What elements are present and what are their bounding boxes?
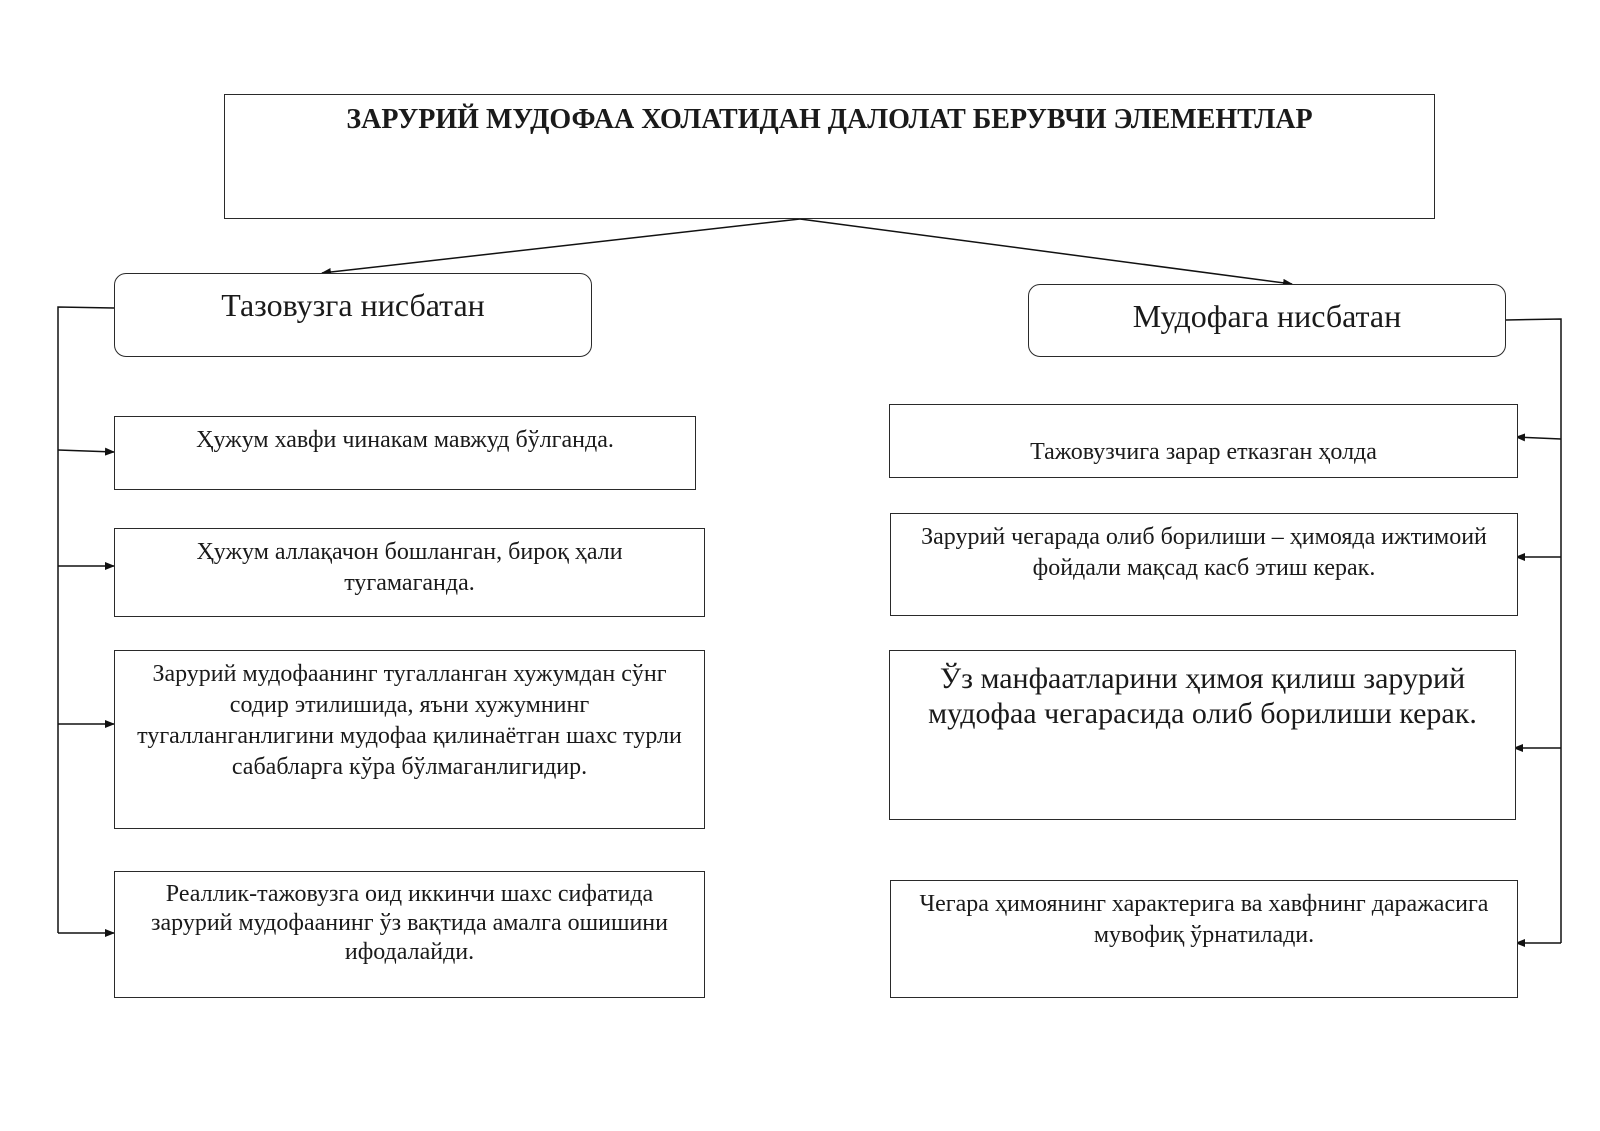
left-item-3: Зарурий мудофаанинг тугалланган хужумдан сўнг содир этилишида, яъни хужумнинг тугалланганлигини мудофаа қилинаётган шахс турли сабабларга кўра бўлмаганлигидир. [114,650,705,829]
right-item-1: Тажовузчига зарар етказган ҳолда [889,404,1518,478]
left-item-4: Реаллик-тажовузга оид иккинчи шахс сифатида зарурий мудофаанинг ўз вақтида амалга ошишини ифодалайди. [114,871,705,998]
right-item-3: Ўз манфаатларини ҳимоя қилиш зарурий мудофаа чегарасида олиб борилиши керак. [889,650,1516,820]
left-heading: Тазовузга нисбатан [114,273,592,357]
arrow-to-left-heading [322,219,800,273]
right-heading: Мудофага нисбатан [1028,284,1506,357]
arrow-to-right-heading [800,219,1292,284]
left-item-2: Ҳужум аллақачон бошланган, бироқ ҳали тугамаганда. [114,528,705,617]
right-item-4: Чегара ҳимоянинг характерига ва хавфнинг даражасига мувофиқ ўрнатилади. [890,880,1518,998]
left-item-1: Ҳужум хавфи чинакам мавжуд бўлганда. [114,416,696,490]
diagram-title: ЗАРУРИЙ МУДОФАА ХОЛАТИДАН ДАЛОЛАТ БЕРУВЧИ ЭЛЕМЕНТЛАР [224,94,1435,219]
arrow-right-1 [1516,437,1561,439]
right-item-2: Зарурий чегарада олиб борилиши – ҳимояда ижтимоий фойдали мақсад касб этиш керак. [890,513,1518,616]
arrow-left-1 [58,450,114,452]
left-bracket [58,307,114,933]
